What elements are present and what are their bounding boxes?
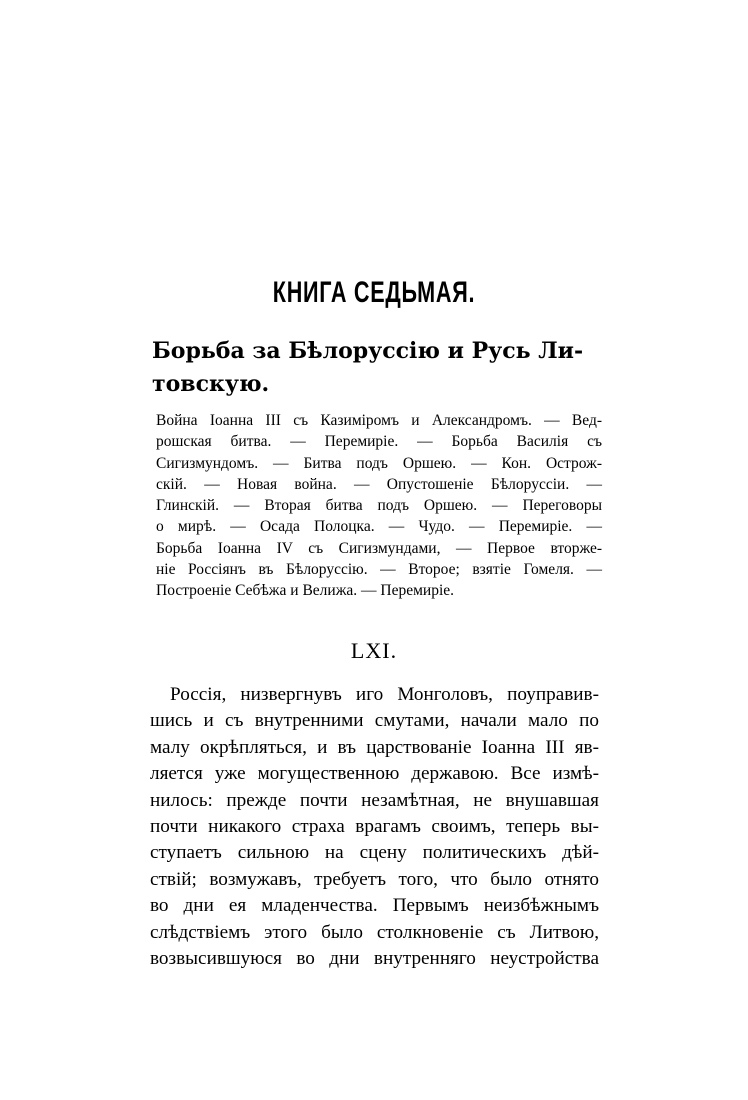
subtitle-line: товскую. <box>152 371 270 397</box>
body-line: почти никакого страха врагамъ своимъ, теперь вы- <box>150 816 599 838</box>
summary-line: Борьба Іоанна IV съ Сигизмундами, — Первое вторже- <box>156 539 602 557</box>
body-line: ляется уже могущественною державою. Все измѣ- <box>150 763 599 785</box>
chapter-summary <box>156 410 602 602</box>
body-line: малу окрѣпляться, и въ царствованіе Іоанна III яв- <box>150 736 599 758</box>
body-line: во дни ея младенчества. Первымъ неизбѣжнымъ <box>150 895 599 917</box>
body-line: ствій; возмужавъ, требуетъ того, что было отнято <box>150 868 599 890</box>
summary-line: Война Іоанна III съ Казиміромъ и Александромъ. — Вед- <box>156 412 602 429</box>
subtitle-line: Борьба за Бѣлоруссію и Русь Ли- <box>152 338 584 364</box>
body-line: шись и съ внутренними смутами, начали мало по <box>150 710 599 732</box>
summary-line: Сигизмундомъ. — Битва подъ Оршею. — Кон. Острож- <box>156 454 602 472</box>
summary-line: о мирѣ. — Осада Полоцка. — Чудо. — Перемиріе. — <box>156 518 602 536</box>
body-line: возвысившуюся во дни внутренняго неустройства <box>150 948 599 970</box>
summary-line: рошская битва. — Перемиріе. — Борьба Василія съ <box>156 433 602 451</box>
body-line: ступаетъ сильною на сцену политическихъ дѣй- <box>150 842 599 864</box>
body-line: нилось: прежде почти незамѣтная, не внушавшая <box>150 789 599 811</box>
summary-line: Построеніе Себѣжа и Велижа. — Перемиріе. <box>156 582 455 600</box>
book-title: КНИГА СЕДЬМАЯ. <box>272 276 476 309</box>
body-line: Россія, низвергнувъ иго Монголовъ, поуправив- <box>170 684 599 705</box>
section-number: LXI. <box>350 638 398 663</box>
summary-line: Глинскій. — Вторая битва подъ Оршею. — Переговоры <box>156 497 602 515</box>
chapter-subtitle <box>152 335 612 401</box>
body-paragraph <box>150 682 599 972</box>
summary-line: ніе Россіянъ въ Бѣлоруссію. — Второе; взятіе Гомеля. — <box>156 561 602 579</box>
summary-line: скій. — Новая война. — Опустошеніе Бѣлоруссіи. — <box>156 475 602 493</box>
body-line: слѣдствіемъ этого было столкновеніе съ Литвою, <box>150 921 599 943</box>
